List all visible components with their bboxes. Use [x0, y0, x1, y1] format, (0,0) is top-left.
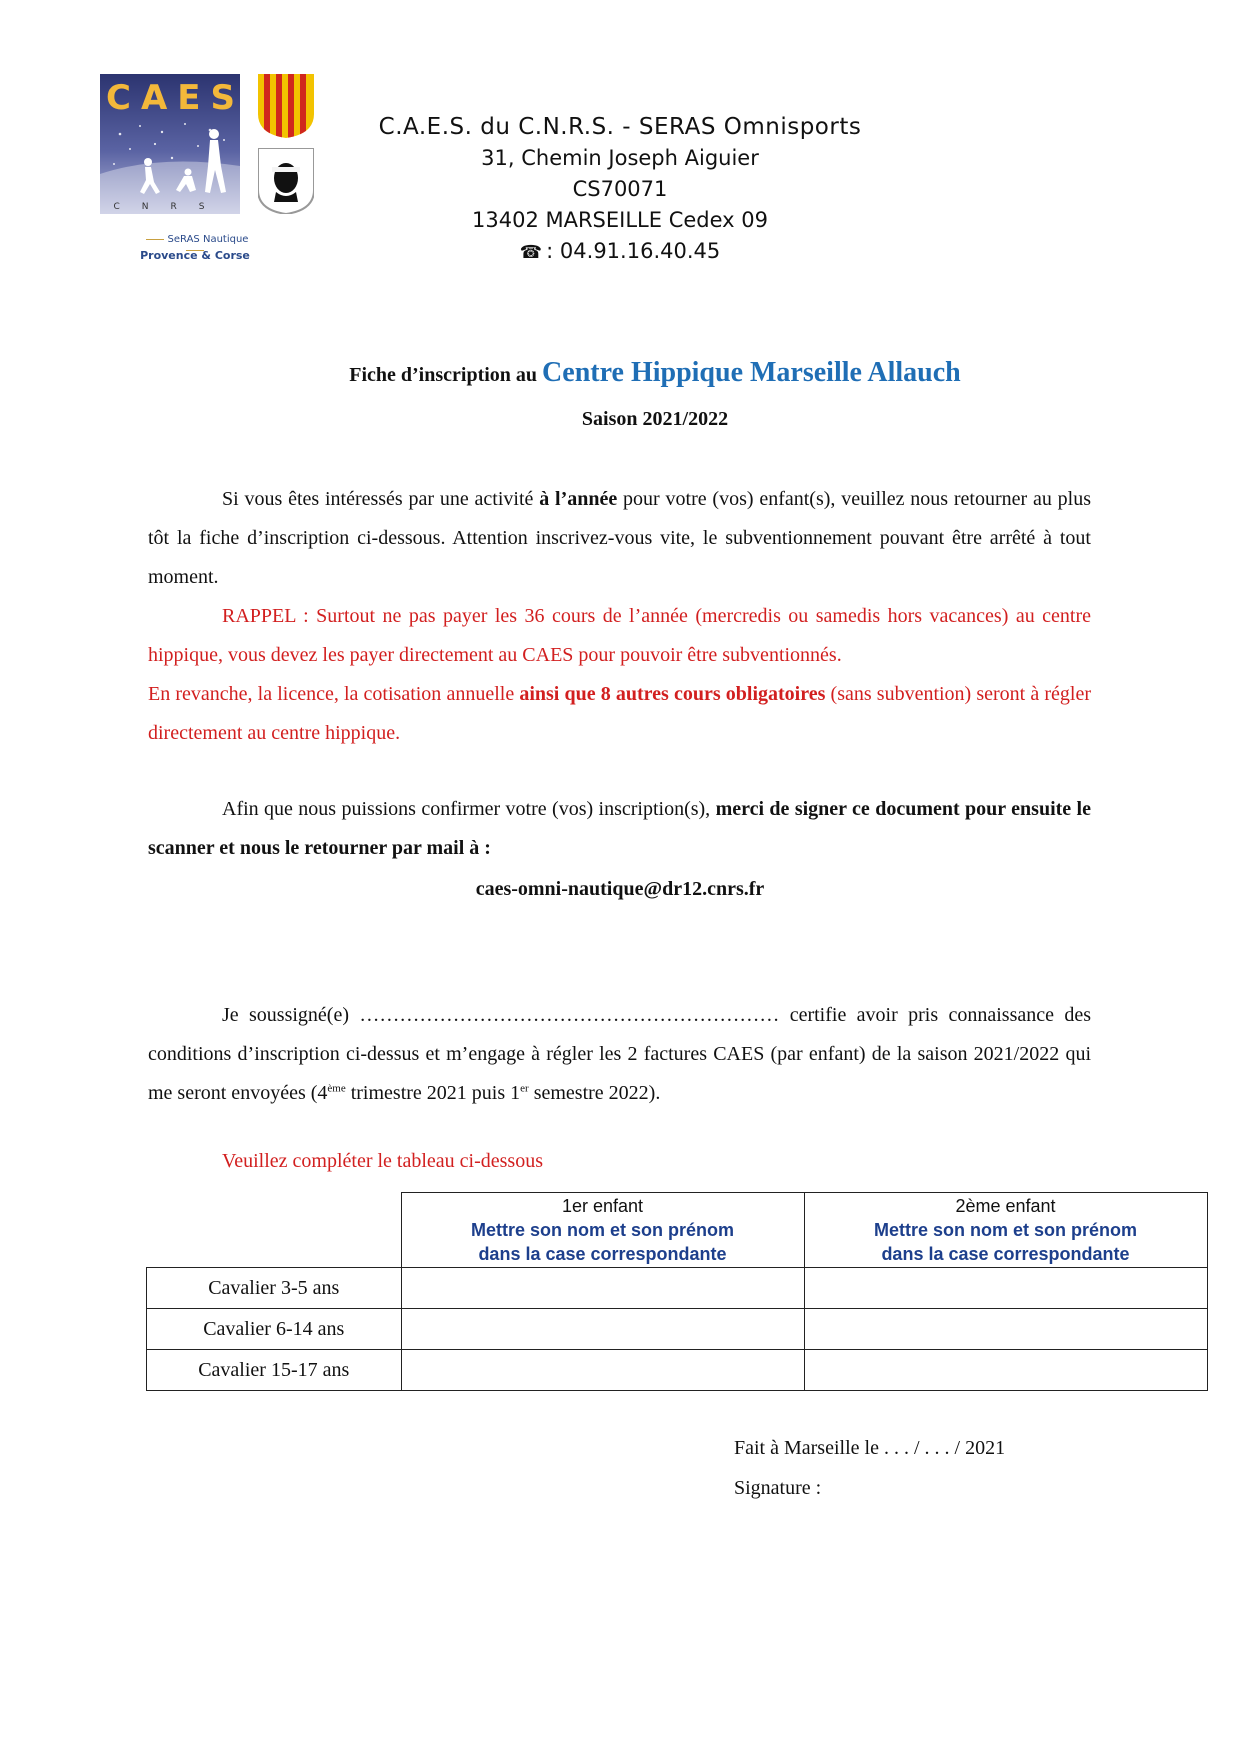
- intro-text-c: pour votre (vos) enfant(s), veuillez nous retourner au plus tôt la fiche d’inscription ci-dessous. Attention inscrivez-vous vite, le subventionnement pouvant être arrêté à tout moment.: [148, 488, 1092, 588]
- column-hint-line-2: dans la case correspondante: [881, 1244, 1130, 1264]
- child-2-name-cell[interactable]: [804, 1268, 1207, 1309]
- table-corner-cell: [147, 1193, 402, 1268]
- intro-paragraph: [148, 480, 1091, 753]
- address-street: 31, Chemin Joseph Aiguier: [481, 146, 759, 170]
- cert-text-c: semestre 2022).: [528, 1082, 661, 1104]
- child-2-name-cell[interactable]: [804, 1309, 1207, 1350]
- address-city: 13402 MARSEILLE Cedex 09: [472, 208, 768, 232]
- signature-block: [734, 1428, 1005, 1508]
- confirm-text-emphasis: merci de signer ce document pour ensuite le scanner et nous le retourner par mail à :: [148, 798, 1091, 859]
- rappel-paragraph: RAPPEL : Surtout ne pas payer les 36 cours de l’année (mercredis ou samedis hors vacances) au centre hippique, vous devez les payer directement au CAES pour pouvoir être subventionnés.: [148, 605, 1091, 666]
- column-title-child-2: 2ème enfant: [955, 1196, 1056, 1216]
- title-prefix: Fiche d’inscription au: [349, 364, 543, 386]
- season-label: Saison 2021/2022: [581, 408, 729, 430]
- venue-name: Centre Hippique Marseille Allauch: [542, 357, 961, 388]
- table-row: [147, 1350, 1208, 1391]
- column-title-child-1: 1er enfant: [561, 1196, 644, 1216]
- revanche-paragraph: [148, 675, 1091, 753]
- certification-paragraph: [148, 996, 1091, 1113]
- table-row: [147, 1268, 1208, 1309]
- date-place-line: Fait à Marseille le . . . / . . . / 2021: [734, 1437, 1006, 1459]
- phone-line: [330, 236, 910, 268]
- logo-subtitle: SeRAS Nautique: [130, 234, 260, 256]
- registration-table: [146, 1192, 1208, 1391]
- caes-logo-mark: [100, 74, 245, 214]
- confirm-paragraph: [148, 790, 1091, 868]
- organization-name: C.A.E.S. du C.N.R.S. - SERAS Omnisports: [378, 114, 862, 140]
- intro-text-emphasis: à l’année: [539, 488, 618, 510]
- child-2-name-cell[interactable]: [804, 1350, 1207, 1391]
- phone-number: : 04.91.16.40.45: [546, 239, 721, 263]
- revanche-text-emphasis: ainsi que 8 autres cours obligatoires: [519, 683, 826, 705]
- table-header-row: [147, 1193, 1208, 1268]
- column-hint-line-1: Mettre son nom et son prénom: [873, 1220, 1138, 1240]
- logo-letters: CAES: [106, 78, 245, 118]
- signature-label: Signature :: [734, 1477, 822, 1499]
- intro-text-a: Si vous êtes intéressés par une activité: [222, 488, 540, 510]
- child-1-name-cell[interactable]: [401, 1350, 804, 1391]
- catalan-crest-icon: [258, 74, 314, 138]
- organization-address: [330, 112, 910, 268]
- row-label: Cavalier 3-5 ans: [147, 1268, 402, 1309]
- telephone-icon: ☎: [519, 242, 543, 263]
- page-title: [0, 357, 1240, 389]
- column-hint-line-1: Mettre son nom et son prénom: [470, 1220, 735, 1240]
- contact-email[interactable]: caes-omni-nautique@dr12.cnrs.fr: [475, 878, 765, 900]
- cert-text-b: trimestre 2021 puis 1: [345, 1082, 521, 1104]
- revanche-text-a: En revanche, la licence, la cotisation annuelle: [148, 683, 520, 705]
- row-label: Cavalier 6-14 ans: [147, 1309, 402, 1350]
- table-row: [147, 1309, 1208, 1350]
- column-header-child-1: [401, 1193, 804, 1268]
- address-cs: CS70071: [572, 177, 668, 201]
- table-instruction: Veuillez compléter le tableau ci-dessous: [222, 1150, 543, 1172]
- corsica-crest-icon: [258, 148, 314, 214]
- cert-text-a: Je soussigné(e) ……………………………………………………… certifie avoir pris connaissance des conditions d’inscription ci-dessus et m’engage à régler les 2 factures CAES (par enfant) de la saison 2021/2022 qui me seront envoyées (4: [148, 1004, 1091, 1104]
- child-1-name-cell[interactable]: [401, 1309, 804, 1350]
- child-1-name-cell[interactable]: [401, 1268, 804, 1309]
- confirm-text-a: Afin que nous puissions confirmer votre (vos) inscription(s),: [222, 798, 716, 820]
- caes-logo: [100, 74, 316, 274]
- cert-sup-1: ème: [327, 1082, 346, 1095]
- logo-cnrs: CNRS: [113, 202, 227, 212]
- revanche-text-c: (sans subvention) seront à régler directement au centre hippique.: [148, 683, 1092, 744]
- column-hint-line-2: dans la case correspondante: [478, 1244, 727, 1264]
- row-label: Cavalier 15-17 ans: [147, 1350, 402, 1391]
- column-header-child-2: [804, 1193, 1207, 1268]
- cert-sup-2: er: [520, 1082, 529, 1095]
- logo-region: Provence & Corse: [140, 249, 250, 262]
